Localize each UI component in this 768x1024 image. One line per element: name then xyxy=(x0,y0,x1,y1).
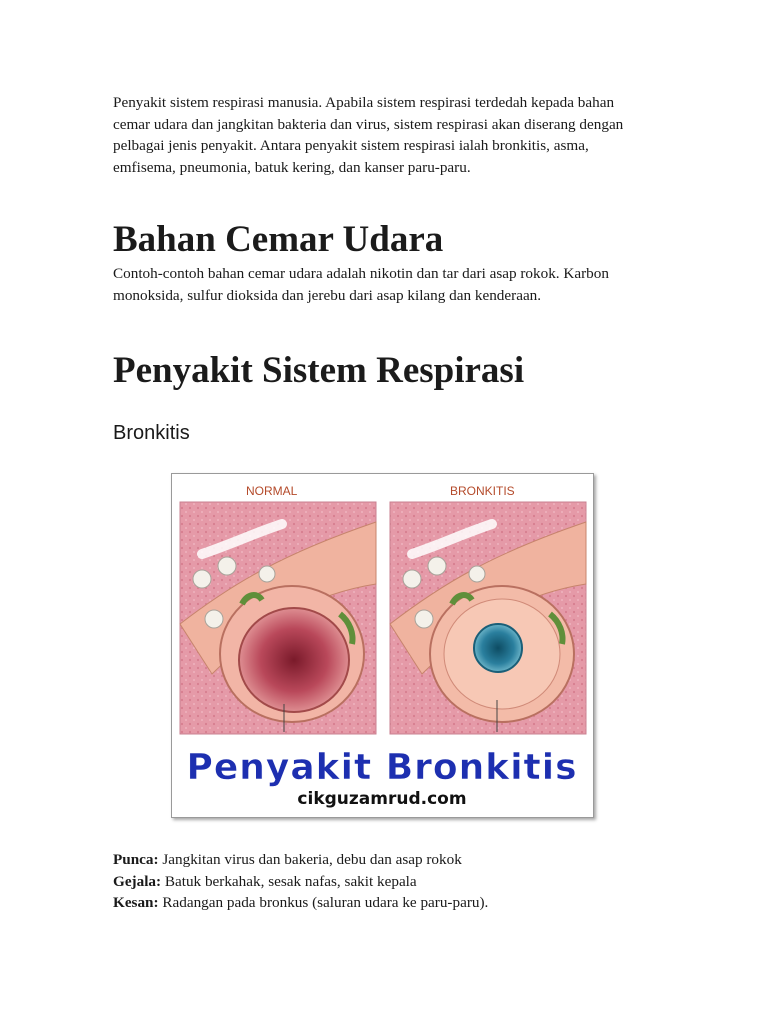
label-normal: NORMAL xyxy=(246,484,298,498)
detail-gejala xyxy=(113,871,673,893)
bronkitis-panel xyxy=(390,484,586,734)
heading-bahan-cemar-udara: Bahan Cemar Udara xyxy=(113,219,444,260)
punca-label: Punca: xyxy=(113,851,159,868)
banner-title: Penyakit Bronkitis xyxy=(186,747,578,788)
gejala-label: Gejala: xyxy=(113,872,162,890)
bronkitis-details xyxy=(113,849,673,914)
kesan-text: Radangan pada bronkus (saluran udara ke paru-paru). xyxy=(158,894,489,911)
normal-panel xyxy=(180,484,376,734)
subheading-bronkitis: Bronkitis xyxy=(113,422,190,444)
heading-penyakit-sistem-respirasi: Penyakit Sistem Respirasi xyxy=(113,350,525,391)
label-bronkitis: BRONKITIS xyxy=(450,484,515,498)
bahan-cemar-paragraph: Contoh-contoh bahan cemar udara adalah nikotin dan tar dari asap rokok. Karbon monoksida, sulfur dioksida dan jerebu dari asap kilang dan kenderaan. xyxy=(113,265,609,304)
bronkitis-illustration xyxy=(171,473,594,818)
gejala-text: Batuk berkahak, sesak nafas, sakit kepala xyxy=(161,872,417,890)
banner-site: cikguzamrud.com xyxy=(297,789,467,809)
kesan-label: Kesan: xyxy=(113,894,159,911)
intro-paragraph: Penyakit sistem respirasi manusia. Apabila sistem respirasi terdedah kepada bahan cemar udara dan jangkitan bakteria dan virus, sistem respirasi akan diserang dengan pelbagai jenis penyakit. Antara penyakit sistem respirasi ialah bronkitis, asma, emfisema, pneumonia, batuk kering, dan kanser paru-paru. xyxy=(113,94,624,176)
detail-punca xyxy=(113,849,673,871)
detail-kesan xyxy=(113,892,673,914)
punca-text: Jangkitan virus dan bakeria, debu dan asap rokok xyxy=(158,851,462,868)
